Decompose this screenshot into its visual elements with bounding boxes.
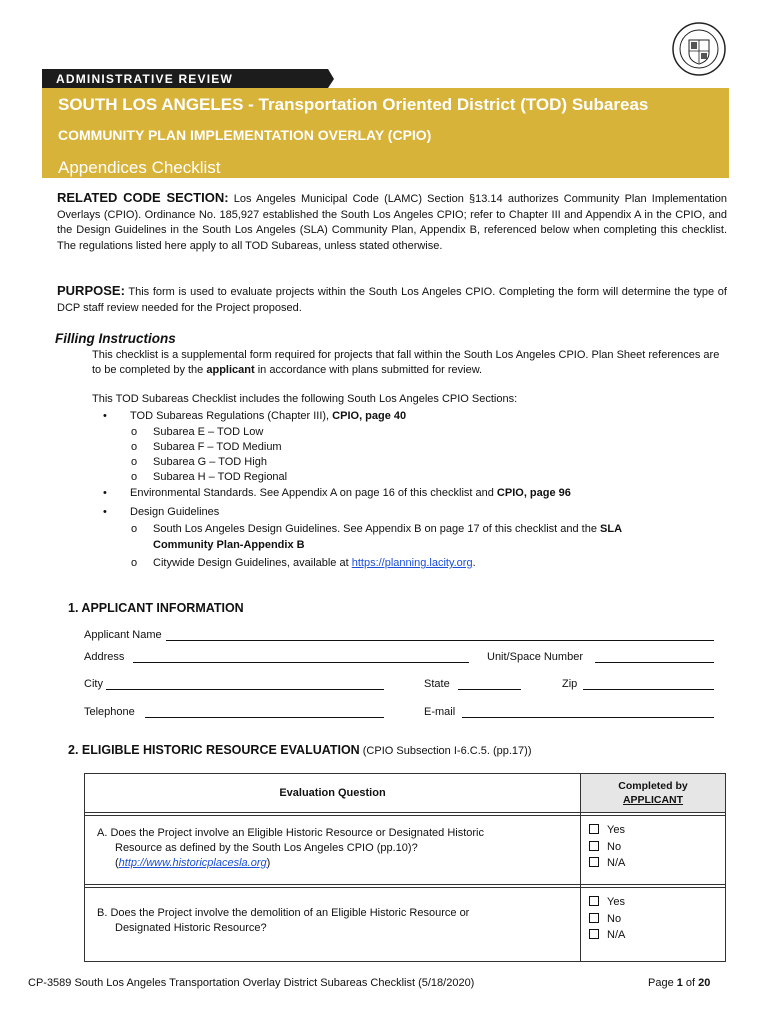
related-code-text: Los Angeles Municipal Code (LAMC) Section §13.14 authorizes Community Plan Implementation Overlays (CPIO). Ordinance No. 185,927 established the South Los Angeles CPIO; refer to Chapter III and Appendix A in the CPIO, and the Design Guidelines in the South Los Angeles (SLA) Community Plan, Appendix B, referenced below when completing this checklist. The regulations listed here apply to all TOD Subareas, unless stated otherwise. [57,193,727,252]
historic-eval-heading: 2. ELIGIBLE HISTORIC RESOURCE EVALUATION [68,743,360,757]
applicant-label: APPLICANT [622,794,684,806]
telephone-field[interactable] [145,706,384,718]
sections-intro: This TOD Subareas Checklist includes the following South Los Angeles CPIO Sections: [92,393,518,405]
question-a-options [581,816,726,885]
bullet-dot: • [103,410,107,422]
instructions-applicant-emphasis: applicant [206,364,255,376]
sub-bullet: o [131,426,138,438]
question-b-line2: Designated Historic Resource? [115,922,267,934]
list-item-text: Citywide Design Guidelines, available at [153,557,352,569]
list-item-text: TOD Subareas Regulations (Chapter III), [130,410,333,422]
option-label: Yes [607,824,625,836]
table-row [85,816,726,885]
city-field[interactable] [106,678,384,690]
question-a-line1: A. Does the Project involve an Eligible Historic Resource or Designated Historic [97,827,485,839]
checklist-title: Appendices Checklist [58,158,221,177]
planning-link[interactable]: https://planning.lacity.org [351,557,473,569]
question-a [85,816,581,885]
instructions-text-part: in accordance with plans submitted for review. [254,364,483,376]
checkbox-icon[interactable] [589,824,599,834]
completed-by-header [581,774,726,813]
list-item: Subarea G – TOD High [153,456,267,468]
list-item: Design Guidelines [130,506,220,518]
purpose-label: PURPOSE: [57,283,125,298]
page-current: 1 [676,977,683,989]
checkbox-icon[interactable] [589,896,599,906]
related-code-label: RELATED CODE SECTION: [57,190,229,205]
table-row [85,888,726,962]
city-seal-icon [672,22,726,76]
list-item-emphasis: CPIO, page 40 [332,410,407,422]
question-a-line2: Resource as defined by the South Los Angeles CPIO (pp.10)? [115,842,418,854]
option-na-b[interactable] [589,927,725,944]
unit-label: Unit/Space Number [487,651,583,663]
related-code-section [57,190,727,254]
list-item-text: Environmental Standards. See Appendix A on page 16 of this checklist and [130,487,497,499]
unit-field[interactable] [595,651,714,663]
completed-by-label: Completed by [618,780,688,792]
option-no-b[interactable] [589,911,725,928]
list-item: Subarea H – TOD Regional [153,471,288,483]
banner-label: ADMINISTRATIVE REVIEW [56,72,233,86]
option-label: Yes [607,896,625,908]
option-label: N/A [607,929,626,941]
list-item [130,409,406,424]
email-field[interactable] [462,706,714,718]
checkbox-icon[interactable] [589,929,599,939]
checkbox-icon[interactable] [589,841,599,851]
sub-bullet: o [131,456,138,468]
page-title: SOUTH LOS ANGELES - Transportation Oriented District (TOD) Subareas [58,95,649,114]
option-yes-b[interactable] [589,894,725,911]
evaluation-table [84,773,726,962]
list-item-emphasis: SLA [600,523,623,535]
purpose-text: This form is used to evaluate projects within the South Los Angeles CPIO. Completing the form will determine the type of DCP staff review needed for the Project proposed. [57,286,727,314]
evaluation-question-header: Evaluation Question [85,774,581,813]
list-item-text: . [472,557,476,569]
bullet-dot: • [103,487,107,499]
page-label: of [682,977,699,989]
page-label: Page [648,977,677,989]
question-b-options [581,888,726,962]
historic-eval-ref: (CPIO Subsection I-6.C.5. (pp.17)) [359,745,532,757]
list-item-continuation: Community Plan-Appendix B [153,539,305,551]
address-field[interactable] [133,651,469,663]
state-field[interactable] [458,678,521,690]
sub-bullet: o [131,471,138,483]
footer-form-id: CP-3589 South Los Angeles Transportation Overlay District Subareas Checklist (5/18/2020) [28,977,475,989]
historicplacesla-link[interactable]: http://www.historicplacesla.org [118,857,267,869]
applicant-info-heading: 1. APPLICANT INFORMATION [68,601,244,615]
filling-instructions-text [92,348,727,378]
list-item [153,556,476,571]
page-total: 20 [698,977,711,989]
sub-bullet: o [131,441,138,453]
zip-field[interactable] [583,678,714,690]
bullet-dot: • [103,506,107,518]
option-na-a[interactable] [589,855,725,872]
checkbox-icon[interactable] [589,913,599,923]
address-label: Address [84,651,125,663]
sub-bullet: o [131,523,138,535]
zip-label: Zip [562,678,578,690]
option-label: No [607,912,622,925]
list-item: Subarea F – TOD Medium [153,441,282,453]
option-label: N/A [607,857,626,869]
table-header-row [85,774,726,813]
footer-page-number [648,977,710,989]
option-no-a[interactable] [589,839,725,856]
applicant-name-field[interactable] [166,629,714,641]
question-b [85,888,581,962]
list-item: Subarea E – TOD Low [153,426,264,438]
list-item [153,522,622,537]
city-label: City [84,678,103,690]
paren: ( [115,857,119,869]
checkbox-icon[interactable] [589,857,599,867]
question-b-line1: B. Does the Project involve the demolition of an Eligible Historic Resource or [97,907,470,919]
state-label: State [424,678,450,690]
email-label: E-mail [424,706,456,718]
page-subtitle: COMMUNITY PLAN IMPLEMENTATION OVERLAY (CPIO) [58,127,432,143]
list-item-text: South Los Angeles Design Guidelines. See Appendix B on page 17 of this checklist and the [153,523,601,535]
list-item-emphasis: CPIO, page 96 [496,487,571,499]
filling-instructions-heading: Filling Instructions [55,331,176,346]
purpose-section [57,283,727,316]
paren: ) [266,857,271,869]
applicant-name-label: Applicant Name [84,629,162,641]
telephone-label: Telephone [84,706,135,718]
option-label: No [607,840,622,853]
option-yes-a[interactable] [589,822,725,839]
sub-bullet: o [131,557,138,569]
question-a-line3 [97,856,570,871]
historic-eval-heading-row [68,743,532,757]
instructions-text-part: This checklist is a supplemental form required for projects that fall within the South Los Angeles CPIO. Plan Sheet references are to be completed by the [92,349,720,376]
list-item [130,486,571,501]
